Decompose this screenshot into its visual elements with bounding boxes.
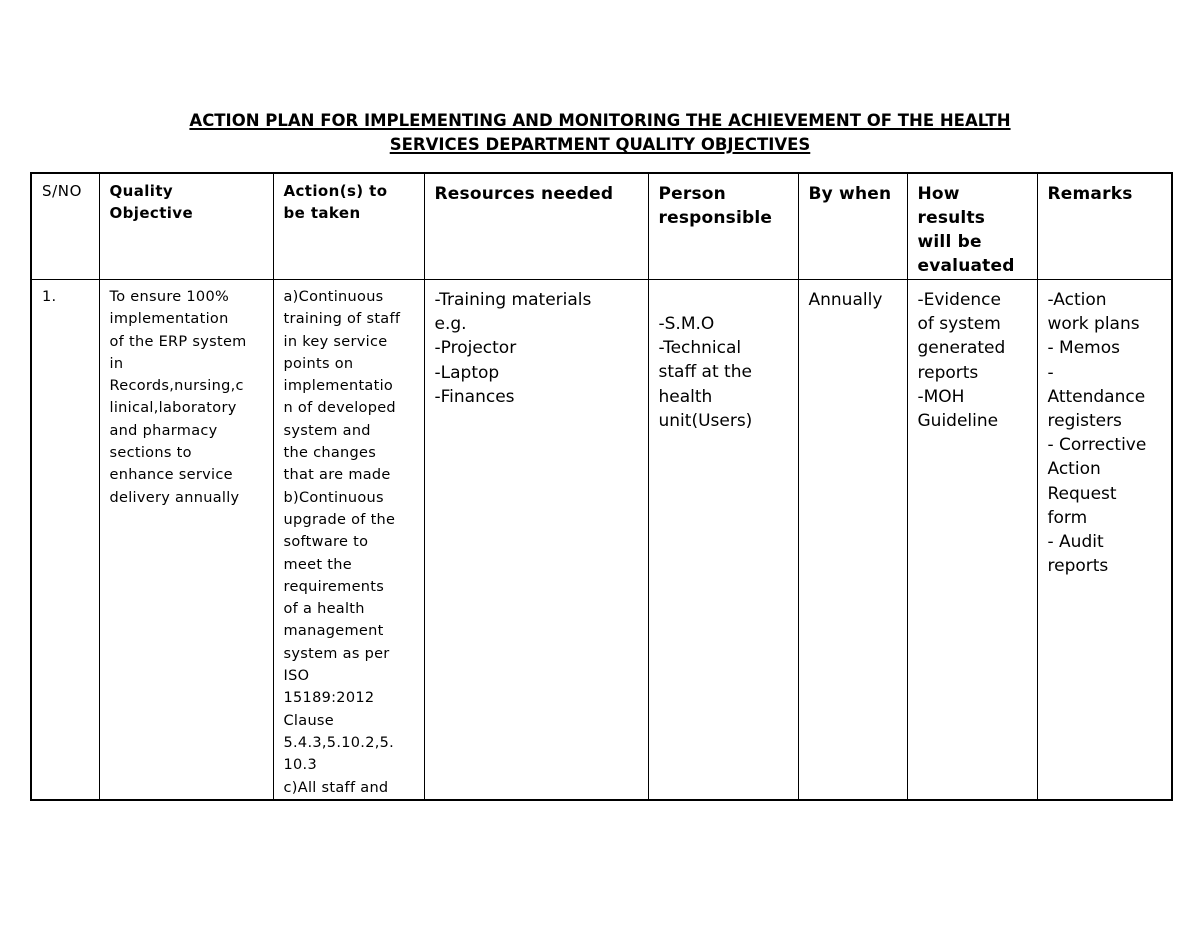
cell-remarks	[1037, 280, 1172, 801]
cell-sno	[31, 280, 99, 801]
text-line: Remarks	[1047, 184, 1133, 204]
text-line: 1.	[42, 289, 57, 305]
cell-person-responsible-text	[649, 304, 798, 433]
text-line: in	[109, 355, 124, 372]
cell-person-responsible	[648, 280, 798, 801]
text-line: system as per	[283, 645, 390, 662]
text-line: Records,nursing,c	[109, 378, 244, 395]
text-line: ISO	[283, 668, 310, 685]
text-line: enhance service	[109, 467, 233, 484]
cell-evaluation-text	[908, 280, 1037, 433]
document-title	[0, 109, 1200, 157]
text-line: n of developed	[283, 400, 396, 417]
text-line: upgrade of the	[283, 511, 396, 528]
header-actions	[273, 173, 424, 280]
text-line: delivery annually	[109, 489, 240, 506]
text-line: software to	[283, 534, 369, 551]
text-line: and pharmacy	[109, 422, 218, 439]
header-quality-objective-text	[100, 174, 273, 224]
text-line: points on	[283, 355, 354, 372]
text-line: form	[1047, 507, 1088, 528]
text-line: - Memos	[1047, 338, 1120, 359]
text-line: Person	[658, 184, 726, 204]
text-line: training of staff	[283, 311, 401, 328]
cell-quality-objective	[99, 280, 273, 801]
header-quality-objective	[99, 173, 273, 280]
text-line: implementatio	[283, 378, 394, 395]
text-line: -	[1047, 362, 1054, 383]
action-plan-table	[30, 172, 1173, 801]
header-person-responsible	[648, 173, 798, 280]
text-line: 15189:2012	[283, 690, 375, 707]
text-line: Attendance	[1047, 386, 1146, 407]
cell-by-when	[798, 280, 907, 801]
text-line: of the ERP system	[109, 333, 247, 350]
text-line: in key service	[283, 333, 388, 350]
text-line: management	[283, 623, 384, 640]
cell-actions	[273, 280, 424, 801]
text-line: S/NO	[42, 182, 83, 200]
text-line: -S.M.O	[658, 314, 715, 334]
text-line: a)Continuous	[283, 289, 384, 305]
text-line: Action(s) to	[283, 182, 388, 200]
header-by-when-text	[799, 174, 907, 206]
cell-evaluation	[907, 280, 1037, 801]
text-line: Guideline	[917, 411, 999, 432]
text-line: of system	[917, 314, 1001, 335]
document-title-line-2: SERVICES DEPARTMENT QUALITY OBJECTIVES	[389, 135, 811, 154]
cell-by-when-text	[799, 280, 907, 312]
text-line: results	[917, 208, 986, 228]
text-line: - Corrective	[1047, 435, 1147, 456]
header-remarks-text	[1038, 174, 1172, 206]
text-line: staff at the	[658, 362, 752, 383]
text-line: registers	[1047, 411, 1122, 432]
text-line: generated	[917, 338, 1006, 359]
header-resources	[424, 173, 648, 280]
text-line: reports	[1047, 556, 1109, 577]
text-line: -Action	[1047, 290, 1107, 310]
text-line: -MOH	[917, 386, 965, 407]
text-line: linical,laboratory	[109, 400, 237, 417]
header-by-when	[798, 173, 907, 280]
text-line: e.g.	[434, 314, 467, 335]
header-sno-text	[32, 174, 99, 202]
text-line: be taken	[283, 204, 361, 222]
text-line: -Technical	[658, 338, 742, 359]
text-line: requirements	[283, 578, 385, 595]
text-line: will be	[917, 232, 982, 252]
cell-actions-text	[274, 280, 424, 799]
text-line: work plans	[1047, 314, 1140, 335]
text-line: How	[917, 184, 960, 204]
text-line: Objective	[109, 204, 194, 222]
text-line: Action	[1047, 459, 1101, 480]
table-header-row	[31, 173, 1172, 280]
header-evaluation-text	[908, 174, 1037, 278]
text-line: the changes	[283, 445, 377, 462]
text-line: system and	[283, 422, 371, 439]
text-line: Quality	[109, 182, 174, 200]
text-line: evaluated	[917, 256, 1015, 276]
text-line: of a health	[283, 601, 365, 618]
text-line: -Evidence	[917, 290, 1001, 310]
text-line: sections to	[109, 445, 192, 462]
header-actions-text	[274, 174, 424, 224]
cell-quality-objective-text	[100, 280, 273, 509]
text-line: 10.3	[283, 757, 317, 774]
text-line: that are made	[283, 467, 391, 484]
text-line: responsible	[658, 208, 773, 228]
text-line: To ensure 100%	[109, 289, 230, 305]
header-sno	[31, 173, 99, 280]
text-line: -Laptop	[434, 362, 500, 383]
text-line: implementation	[109, 311, 229, 328]
cell-resources	[424, 280, 648, 801]
text-line: -Finances	[434, 386, 515, 407]
text-line: Clause	[283, 712, 335, 729]
text-line: c)All staff and	[283, 779, 389, 796]
text-line: meet the	[283, 556, 352, 573]
cell-remarks-text	[1038, 280, 1172, 578]
header-resources-text	[425, 174, 648, 206]
text-line: Annually	[808, 290, 883, 310]
header-remarks	[1037, 173, 1172, 280]
text-line: By when	[808, 184, 892, 204]
header-evaluation	[907, 173, 1037, 280]
text-line: reports	[917, 362, 979, 383]
cell-sno-text	[32, 280, 99, 308]
table-row	[31, 280, 1172, 801]
text-line: 5.4.3,5.10.2,5.	[283, 734, 395, 751]
text-line: -Training materials	[434, 290, 592, 310]
cell-resources-text	[425, 280, 648, 409]
text-line: health	[658, 386, 713, 407]
text-line: - Audit	[1047, 532, 1104, 553]
text-line: Resources needed	[434, 184, 614, 204]
text-line: unit(Users)	[658, 410, 753, 431]
text-line: -Projector	[434, 338, 517, 359]
text-line: b)Continuous	[283, 489, 384, 506]
text-line: Request	[1047, 483, 1117, 504]
document-title-line-1: ACTION PLAN FOR IMPLEMENTING AND MONITORING THE ACHIEVEMENT OF THE HEALTH	[189, 111, 1011, 130]
header-person-responsible-text	[649, 174, 798, 230]
